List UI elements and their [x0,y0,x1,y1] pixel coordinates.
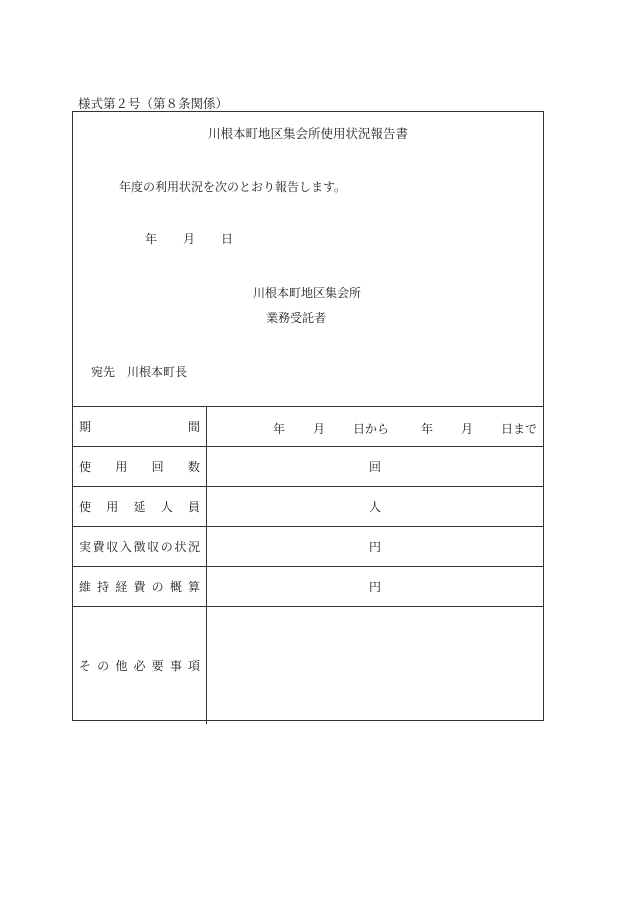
period-month-from: 月 [313,422,326,436]
period-value [207,407,543,446]
organization-name: 川根本町地区集会所 [253,286,362,300]
date-month: 月 [183,232,196,246]
date-day: 日 [221,232,234,246]
addressee: 宛先 川根本町長 [91,365,188,379]
row-value: 円 [368,540,381,554]
report-statement: 年度の利用状況を次のとおり報告します。 [119,180,347,194]
table-row [73,446,543,486]
row-value: 人 [368,500,381,514]
form-number: 様式第２号（第８条関係） [78,96,229,111]
row-value [207,607,543,724]
report-date [145,230,233,247]
period-month-to: 月 [461,422,474,436]
period-year-to: 年 [421,422,434,436]
period-day-to: 日まで [501,422,538,436]
report-header [73,112,543,406]
row-label: 使用延人員 [73,487,207,526]
report-table [73,406,543,724]
report-form [72,111,544,721]
table-row [73,486,543,526]
row-label: 使用回数 [73,447,207,486]
row-label: 維持経費の概算 [73,567,207,606]
date-year: 年 [145,232,158,246]
table-row [73,566,543,606]
table-row-period [73,406,543,446]
period-day-from: 日から [353,422,390,436]
organization-role: 業務受託者 [266,311,327,325]
table-row [73,606,543,724]
row-value: 円 [368,580,381,594]
table-row [73,526,543,566]
period-year-from: 年 [273,422,286,436]
row-label: その他必要事項 [73,607,207,724]
row-value: 回 [368,460,381,474]
report-title: 川根本町地区集会所使用状況報告書 [207,126,408,141]
period-label: 期間 [73,407,207,446]
row-label: 実費収入徴収の状況 [73,527,207,566]
